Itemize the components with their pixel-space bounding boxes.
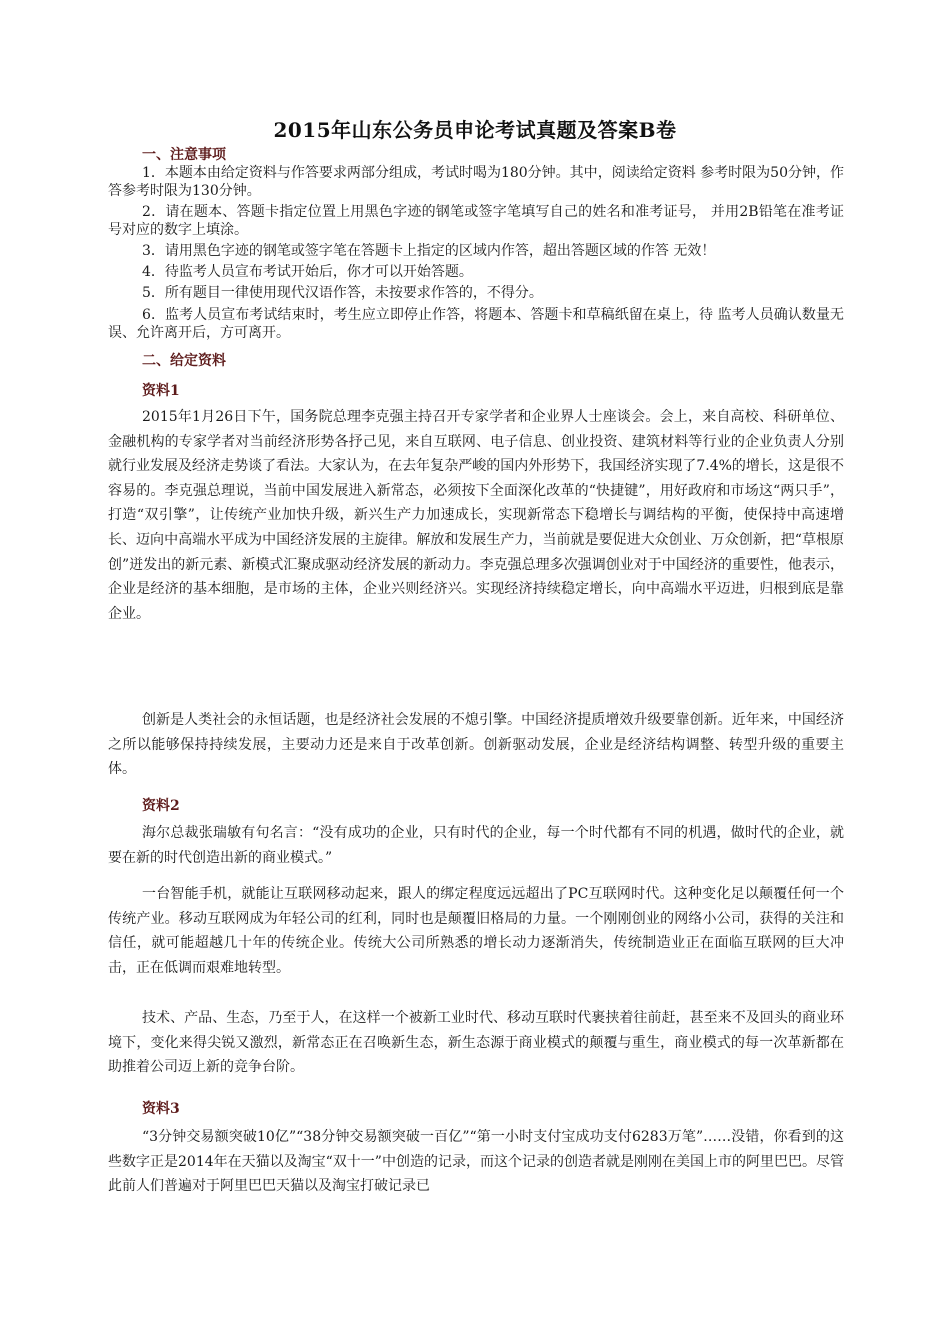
note-item: 1．本题本由给定资料与作答要求两部分组成，考试时喝为180分钟。其中，阅读给定资料 参考时限为50分钟，作答参考时限为130分钟。 <box>108 165 844 199</box>
section-heading-notes: 一、注意事项 <box>142 147 226 163</box>
material-heading: 资料2 <box>142 798 180 814</box>
note-item: 5．所有题目一律使用现代汉语作答，未按要求作答的，不得分。 <box>142 285 543 301</box>
paragraph: 2015年1月26日下午，国务院总理李克强主持召开专家学者和企业界人士座谈会。会上，来自高校、科研单位、金融机构的专家学者对当前经济形势各抒己见，来自互联网、电子信息、创业投资、建筑材料等行业的企业负责人分别就行业发展及经济走势谈了看法。大家认为，在去年复杂严峻的国内外形势下，我国经济实现了7.4%的增长，这是很不容易的。李克强总理说，当前中国发展进入新常态，必须按下全面深化改革的“快捷键”，用好政府和市场这“两只手”，打造“双引擎”，让传统产业加快升级，新兴生产力加速成长，实现新常态下稳增长与调结构的平衡，使保持中高速增长、迈向中高端水平成为中国经济发展的主旋律。解放和发展生产力，当前就是要促进大众创业、万众创新，把“草根原创”迸发出的新元素、新模式汇聚成驱动经济发展的新动力。李克强总理多次强调创业对于中国经济的重要性，他表示，企业是经济的基本细胞，是市场的主体，企业兴则经济兴。实现经济持续稳定增长，向中高端水平迈进，归根到底是靠企业。 <box>108 409 844 622</box>
note-item: 6．监考人员宣布考试结束时，考生应立即停止作答，将题本、答题卡和草稿纸留在桌上，待 监考人员确认数量无误、允许离开后，方可离开。 <box>108 307 844 341</box>
paragraph: 一台智能手机，就能让互联网移动起来，跟人的绑定程度远远超出了PC互联网时代。这种变化足以颠覆任何一个传统产业。移动互联网成为年轻公司的红利，同时也是颠覆旧格局的力量。一个刚刚创业的网络小公司，获得的关注和信任，就可能超越几十年的传统企业。传统大公司所熟悉的增长动力逐渐消失，传统制造业正在面临互联网的巨大冲击，正在低调而艰难地转型。 <box>108 886 844 976</box>
page-title: 2015年山东公务员申论考试真题及答案B卷 <box>273 118 677 142</box>
paragraph: “3分钟交易额突破10亿”“38分钟交易额突破一百亿”“第一小时支付宝成功支付6283万笔”……没错，你看到的这些数字正是2014年在天猫以及淘宝“双十一”中创造的记录，而这个记录的创造者就是刚刚在美国上市的阿里巴巴。尽管此前人们普遍对于阿里巴巴天猫以及淘宝打破记录已 <box>108 1129 844 1195</box>
note-item: 4．待监考人员宣布考试开始后，你才可以开始答题。 <box>142 264 473 280</box>
paragraph: 技术、产品、生态，乃至于人，在这样一个被新工业时代、移动互联时代裹挟着往前赶，甚至来不及回头的商业环境下，变化来得尖锐又激烈，新常态正在召唤新生态，新生态源于商业模式的颠覆与重生，商业模式的每一次革新都在助推着公司迈上新的竞争台阶。 <box>108 1010 844 1076</box>
material-heading: 资料3 <box>142 1101 180 1117</box>
material-heading: 资料1 <box>142 383 180 399</box>
section-heading-materials: 二、给定资料 <box>142 353 226 369</box>
note-item: 2．请在题本、答题卡指定位置上用黑色字迹的钢笔或签字笔填写自己的姓名和准考证号， 并用2B铅笔在准考证号对应的数字上填涂。 <box>108 204 844 238</box>
note-item: 3．请用黑色字迹的钢笔或签字笔在答题卡上指定的区域内作答，超出答题区域的作答 无效！ <box>142 243 716 259</box>
paragraph: 创新是人类社会的永恒话题，也是经济社会发展的不熄引擎。中国经济提质增效升级要靠创新。近年来，中国经济之所以能够保持持续发展，主要动力还是来自于改革创新。创新驱动发展，企业是经济结构调整、转型升级的重要主体。 <box>108 712 844 778</box>
paragraph: 海尔总裁张瑞敏有句名言：“没有成功的企业，只有时代的企业，每一个时代都有不同的机遇，做时代的企业，就要在新的时代创造出新的商业模式。” <box>108 825 844 866</box>
